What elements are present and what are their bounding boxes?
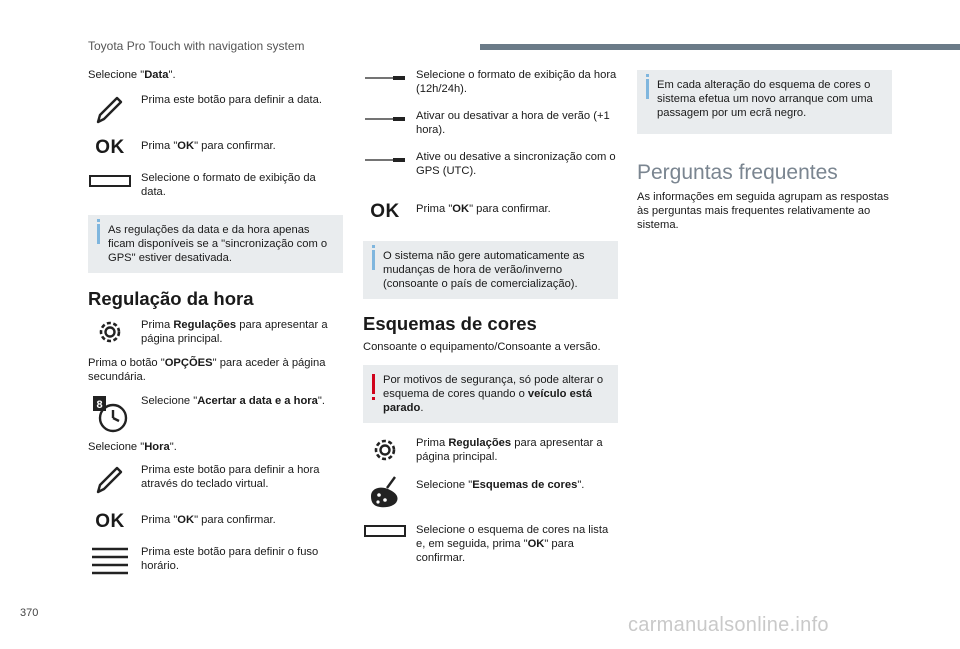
ok-icon: OK	[95, 137, 125, 158]
row-edit-date: Prima este botão para definir a data.	[88, 93, 343, 129]
row-ok-confirm: OK Prima "OK" para confirmar.	[363, 201, 618, 231]
ok-icon: OK	[95, 511, 125, 532]
row-date-format: Selecione o formato de exibição da data.	[88, 171, 343, 201]
page-number: 370	[20, 607, 39, 619]
faq-text: As informações em seguida agrupam as respostas às perguntas mais frequentes relativamente ao sistema.	[637, 191, 889, 231]
section-title-cores: Esquemas de cores	[363, 313, 537, 334]
row-clock: 8 Selecione "Acertar a data e a hora".	[88, 394, 343, 436]
options-text: Prima o botão "OPÇÕES" para aceder à página secundária.	[88, 357, 326, 383]
row-summer-time: Ativar ou desativar a hora de verão (+1 hora).	[363, 109, 618, 139]
section-title-hora: Regulação da hora	[88, 288, 254, 309]
pencil-icon	[88, 93, 132, 125]
row-edit-hora: Prima este botão para definir a hora através do teclado virtual.	[88, 463, 343, 499]
palette-icon	[363, 474, 407, 510]
column-1	[88, 68, 343, 575]
watermark: carmanualsonline.info	[628, 614, 829, 636]
warning-note: Por motivos de segurança, só pode alterar o esquema de cores quando o veículo está parado.	[363, 365, 618, 423]
pencil-icon	[88, 463, 132, 495]
row-settings-cores: Prima Regulações para apresentar a página principal.	[363, 436, 618, 466]
rectangle-button-icon	[88, 171, 132, 187]
toggle-line-icon	[363, 109, 407, 126]
select-hora-text: Selecione "Hora".	[88, 441, 177, 453]
row-select-scheme: Selecione o esquema de cores na lista e, em seguida, prima "OK" para confirmar.	[363, 523, 618, 565]
rectangle-button-icon	[363, 523, 407, 537]
equipment-text: Consoante o equipamento/Consoante a versão.	[363, 341, 601, 353]
row-color-schemes: Selecione "Esquemas de cores".	[363, 474, 618, 518]
warning-icon	[372, 374, 375, 394]
row-settings-hora: Prima Regulações para apresentar a página principal.	[88, 318, 343, 348]
toggle-line-icon	[363, 150, 407, 167]
section-title-faq: Perguntas frequentes	[637, 161, 838, 184]
info-note-black-screen: Em cada alteração do esquema de cores o sistema efetua um novo arranque com uma passagem por um ecrã negro.	[637, 70, 892, 134]
column-2	[363, 68, 618, 565]
info-icon	[372, 250, 375, 270]
column-3	[637, 68, 892, 232]
row-gps-sync: Ative ou desative a sincronização com o GPS (UTC).	[363, 150, 618, 180]
list-icon	[88, 545, 132, 577]
svg-text:8: 8	[96, 399, 103, 411]
select-data-text: Selecione "Data".	[88, 69, 176, 81]
row-timezone: Prima este botão para definir o fuso horário.	[88, 545, 343, 575]
clock-icon	[88, 394, 132, 434]
row-ok-hora: OK Prima "OK" para confirmar.	[88, 511, 343, 541]
gear-icon	[363, 436, 407, 464]
ok-icon: OK	[370, 201, 400, 222]
toggle-line-icon	[363, 68, 407, 85]
info-icon	[97, 224, 100, 244]
header-title: Toyota Pro Touch with navigation system	[88, 39, 305, 53]
row-ok-date: OK Prima "OK" para confirmar.	[88, 137, 343, 167]
info-note-summer: O sistema não gere automaticamente as mudanças de hora de verão/inverno (consoante o país de comercialização).	[363, 241, 618, 299]
info-note-date: As regulações da data e da hora apenas ficam disponíveis se a "sincronização com o GPS" estiver desativada.	[88, 215, 343, 273]
row-12h: Selecione o formato de exibição da hora (12h/24h).	[363, 68, 618, 98]
info-icon	[646, 79, 649, 99]
header-bar	[480, 44, 960, 50]
gear-icon	[88, 318, 132, 346]
